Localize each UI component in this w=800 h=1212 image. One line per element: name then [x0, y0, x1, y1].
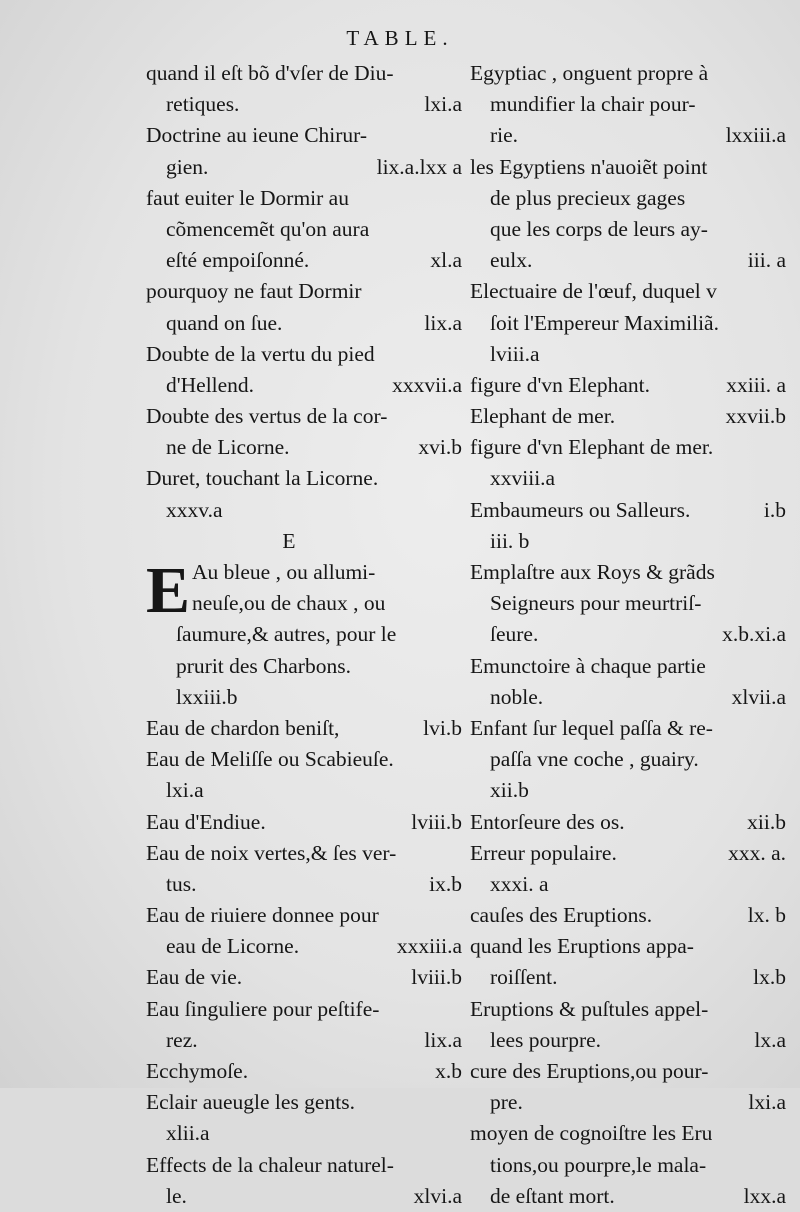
index-text: Electuaire de l'œuf, duquel v: [470, 279, 717, 304]
index-line: [470, 900, 786, 931]
folio-reference: i.b: [763, 497, 786, 522]
index-line: [470, 994, 786, 1025]
index-line: [470, 588, 786, 619]
index-line: [146, 152, 462, 183]
index-line: [470, 463, 786, 494]
index-text: Eau de Meliſſe ou Scabieuſe.: [146, 747, 394, 772]
left-entries-d: [146, 58, 462, 557]
index-text: lees pourpre.: [490, 1027, 602, 1052]
folio-reference: xxx. a.: [728, 840, 786, 865]
index-text: Embaumeurs ou Salleurs.: [470, 497, 691, 522]
index-text: xii.b: [490, 778, 529, 803]
index-line: [146, 931, 462, 962]
index-line: [470, 619, 786, 650]
index-text: cure des Eruptions,ou pour-: [470, 1059, 709, 1083]
index-line: [470, 1150, 786, 1181]
index-line: [470, 120, 786, 151]
dropcap-lines: [146, 554, 462, 713]
index-line: [146, 1118, 462, 1149]
index-text: Enfant ſur lequel paſſa & re-: [470, 715, 713, 740]
index-line: [470, 1025, 786, 1056]
index-text: de plus precieux gages: [490, 185, 686, 210]
folio-reference: lix.a: [424, 310, 462, 335]
index-line: [470, 58, 786, 89]
index-text: Eruptions & puſtules appel-: [470, 996, 709, 1021]
index-line: [470, 401, 786, 432]
index-line: [470, 744, 786, 775]
folio-reference: lviii.b: [411, 965, 462, 990]
dropcap-letter: E: [146, 554, 191, 627]
index-line: [470, 1087, 786, 1118]
folio-reference: xii.b: [747, 809, 786, 834]
index-text: Eau ſinguliere pour peſtife-: [146, 996, 380, 1021]
index-text: Entorſeure des os.: [470, 809, 625, 834]
dropcap-entry: [146, 554, 462, 713]
index-text: paſſa vne coche , guairy.: [490, 747, 699, 772]
index-text: Eau de vie.: [146, 965, 243, 990]
index-line: [146, 495, 462, 526]
index-text: lviii.a: [490, 341, 540, 366]
folio-reference: lix.a.lxx a: [376, 154, 462, 179]
index-text: eſté empoiſonné.: [166, 248, 310, 273]
index-text: mundifier la chair pour-: [490, 92, 696, 117]
folio-reference: x.b.xi.a: [722, 622, 786, 647]
index-text: Ecchymoſe.: [146, 1059, 249, 1083]
index-line: [146, 58, 462, 89]
right-column: [470, 58, 786, 1212]
index-line: [470, 838, 786, 869]
index-text: d'Hellend.: [166, 372, 255, 397]
folio-reference: lxi.a: [748, 1090, 786, 1115]
left-entries-e: [146, 713, 462, 1212]
index-text: Eclair aueugle les gents.: [146, 1090, 355, 1115]
folio-reference: lx. b: [747, 903, 786, 928]
index-text: roiſſent.: [490, 965, 558, 990]
index-text: Seigneurs pour meurtriſ-: [490, 591, 702, 616]
left-column: [146, 58, 462, 1212]
index-text: pre.: [490, 1090, 523, 1115]
index-text: Effects de la chaleur naturel-: [146, 1152, 394, 1177]
index-line: [146, 619, 462, 650]
index-text: iii. b: [490, 528, 530, 553]
index-line: [146, 744, 462, 775]
index-line: [146, 994, 462, 1025]
index-line: [146, 432, 462, 463]
index-text: eulx.: [490, 248, 533, 273]
index-text: figure d'vn Elephant.: [470, 372, 650, 397]
folio-reference: xxvii.b: [725, 404, 786, 429]
index-line: [470, 432, 786, 463]
index-line: [470, 1118, 786, 1149]
folio-reference: xxiii. a: [726, 372, 786, 397]
index-text: rie.: [490, 123, 519, 148]
index-line: [146, 588, 462, 619]
index-line: [146, 557, 462, 588]
index-text: pourquoy ne faut Dormir: [146, 279, 362, 304]
index-text: ſeure.: [490, 622, 539, 647]
index-line: [146, 370, 462, 401]
index-text: lxi.a: [166, 778, 204, 803]
index-text: Egyptiac , onguent propre à: [470, 61, 709, 85]
index-line: [146, 775, 462, 806]
index-text: cauſes des Eruptions.: [470, 903, 653, 928]
index-line: [470, 276, 786, 307]
index-text: lxxiii.b: [176, 684, 238, 709]
index-line: [470, 308, 786, 339]
index-line: [470, 869, 786, 900]
folio-reference: x.b: [435, 1059, 462, 1083]
index-line: [470, 370, 786, 401]
index-text: ſaumure,& autres, pour le: [176, 622, 397, 647]
index-line: [470, 526, 786, 557]
index-text: Doctrine au ieune Chirur-: [146, 123, 368, 148]
folio-reference: lxi.a: [424, 92, 462, 117]
index-line: [470, 557, 786, 588]
index-text: quand il eſt bõ d'vſer de Diu-: [146, 61, 394, 85]
index-text: ne de Licorne.: [166, 435, 290, 460]
index-line: [146, 214, 462, 245]
folio-reference: lvi.b: [423, 715, 462, 740]
index-line: [470, 775, 786, 806]
folio-reference: xvi.b: [418, 435, 462, 460]
index-line: [146, 682, 462, 713]
index-text: xlii.a: [166, 1121, 210, 1146]
folio-reference: lviii.b: [411, 809, 462, 834]
index-line: [146, 183, 462, 214]
index-line: [470, 682, 786, 713]
index-text: Eau d'Endiue.: [146, 809, 266, 834]
index-text: quand les Eruptions appa-: [470, 934, 694, 959]
index-line: [470, 183, 786, 214]
index-line: [470, 495, 786, 526]
index-text: moyen de cognoiſtre les Eru: [470, 1121, 713, 1146]
index-line: [470, 245, 786, 276]
folio-reference: xl.a: [430, 248, 462, 273]
index-line: [470, 931, 786, 962]
index-text: faut euiter le Dormir au: [146, 185, 349, 210]
index-line: [470, 214, 786, 245]
index-text: les Egyptiens n'auoiẽt point: [470, 154, 708, 179]
folio-reference: lix.a: [424, 1027, 462, 1052]
index-text: eau de Licorne.: [166, 934, 300, 959]
folio-reference: lx.a: [754, 1027, 786, 1052]
folio-reference: iii. a: [747, 248, 786, 273]
index-line: [146, 120, 462, 151]
index-text: Elephant de mer.: [470, 404, 616, 429]
index-line: [146, 869, 462, 900]
index-line: [146, 1150, 462, 1181]
index-text: Au bleue , ou allumi-: [192, 560, 376, 584]
index-line: [146, 807, 462, 838]
index-line: [470, 152, 786, 183]
folio-reference: xlvii.a: [731, 684, 786, 709]
folio-reference: xxxvii.a: [392, 372, 462, 397]
index-line: [146, 838, 462, 869]
index-line: [146, 1181, 462, 1212]
page-header: TABLE.: [346, 26, 454, 50]
index-text: prurit des Charbons.: [176, 653, 351, 678]
index-line: [146, 713, 462, 744]
index-line: [146, 89, 462, 120]
index-text: Eau de chardon beniſt,: [146, 715, 340, 740]
index-line: [470, 89, 786, 120]
index-line: [146, 339, 462, 370]
index-text: cõmencemẽt qu'on aura: [166, 216, 370, 241]
index-text: Duret, touchant la Licorne.: [146, 466, 379, 491]
index-text: Eau de noix vertes,& ſes ver-: [146, 840, 397, 865]
index-text: xxviii.a: [490, 466, 556, 491]
index-line: [470, 339, 786, 370]
index-line: [470, 807, 786, 838]
folio-reference: lxxiii.a: [725, 123, 786, 148]
index-line: [470, 962, 786, 993]
index-line: [146, 1025, 462, 1056]
index-line: [470, 713, 786, 744]
index-text: le.: [166, 1183, 187, 1208]
folio-reference: xxxiii.a: [396, 934, 462, 959]
index-text: noble.: [490, 684, 544, 709]
index-line: [146, 245, 462, 276]
index-text: Emunctoire à chaque partie: [470, 653, 706, 678]
index-text: Doubte des vertus de la cor-: [146, 404, 388, 429]
index-text: tus.: [166, 871, 197, 896]
index-line: [146, 526, 462, 557]
index-line: [146, 401, 462, 432]
index-text: neuſe,ou de chaux , ou: [192, 591, 386, 616]
index-text: xxxv.a: [166, 497, 223, 522]
folio-reference: ix.b: [429, 871, 462, 896]
index-line: [470, 1181, 786, 1212]
index-text: que les corps de leurs ay-: [490, 216, 708, 241]
index-text: rez.: [166, 1027, 198, 1052]
folio-reference: lxx.a: [743, 1183, 786, 1208]
index-line: [470, 1056, 786, 1087]
index-text: E: [282, 528, 296, 553]
index-line: [146, 962, 462, 993]
index-text: de eſtant mort.: [490, 1183, 615, 1208]
index-text: xxxi. a: [490, 871, 549, 896]
index-line: [146, 463, 462, 494]
index-line: [146, 900, 462, 931]
index-text: quand on ſue.: [166, 310, 283, 335]
index-text: ſoit l'Empereur Maximiliã.: [490, 310, 719, 335]
index-line: [146, 1056, 462, 1087]
index-line: [146, 308, 462, 339]
index-text: retiques.: [166, 92, 240, 117]
index-line: [146, 651, 462, 682]
index-text: Eau de riuiere donnee pour: [146, 903, 379, 928]
folio-reference: xlvi.a: [413, 1183, 462, 1208]
index-text: gien.: [166, 154, 209, 179]
folio-reference: lx.b: [753, 965, 786, 990]
index-text: Emplaſtre aux Roys & grãds: [470, 560, 715, 584]
index-text: Doubte de la vertu du pied: [146, 341, 375, 366]
index-line: [470, 651, 786, 682]
index-line: [146, 276, 462, 307]
right-entries: [470, 58, 786, 1212]
index-text: tions,ou pourpre,le mala-: [490, 1152, 707, 1177]
index-text: Erreur populaire.: [470, 840, 617, 865]
index-line: [146, 1087, 462, 1118]
index-text: figure d'vn Elephant de mer.: [470, 435, 714, 460]
